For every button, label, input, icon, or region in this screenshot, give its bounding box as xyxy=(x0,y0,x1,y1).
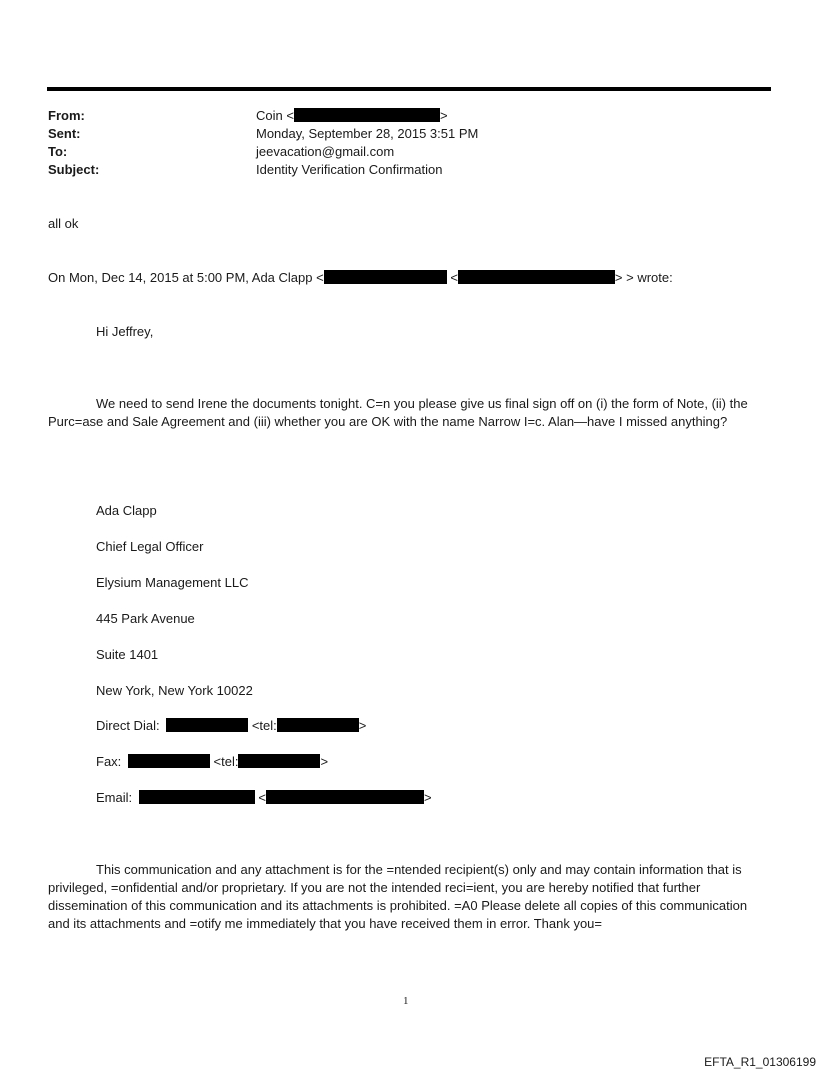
greeting: Hi Jeffrey, xyxy=(96,324,154,339)
fax-tel-prefix: <tel: xyxy=(213,754,239,769)
direct-dial-label: Direct Dial: xyxy=(96,718,160,733)
redaction-block xyxy=(458,270,615,284)
redaction-block xyxy=(324,270,447,284)
page-number: 1 xyxy=(403,995,409,1007)
signature-name: Ada Clapp xyxy=(96,503,157,518)
email-close: > xyxy=(423,790,432,805)
quote-intro-c: > > wrote: xyxy=(614,270,673,285)
quote-intro-b: < xyxy=(450,270,458,285)
fax-label: Fax: xyxy=(96,754,122,769)
signature-title: Chief Legal Officer xyxy=(96,539,204,554)
quote-intro-a: On Mon, Dec 14, 2015 at 5:00 PM, Ada Clapp < xyxy=(48,270,324,285)
redaction-block xyxy=(139,790,255,804)
signature-company: Elysium Management LLC xyxy=(96,575,249,590)
redaction-block xyxy=(238,754,320,768)
redaction-block xyxy=(128,754,210,768)
to-value: jeevacation@gmail.com xyxy=(256,144,395,159)
email-open: < xyxy=(258,790,266,805)
header-rule xyxy=(47,87,771,91)
redaction-block xyxy=(277,718,359,732)
direct-dial-line xyxy=(96,717,366,735)
signature-address1: 445 Park Avenue xyxy=(96,611,195,626)
email-label: Email: xyxy=(96,790,133,805)
document-id: EFTA_R1_01306199 xyxy=(704,1055,816,1069)
fax-line xyxy=(96,753,328,771)
quote-intro xyxy=(48,269,673,287)
sent-value: Monday, September 28, 2015 3:51 PM xyxy=(256,126,479,141)
to-label: To: xyxy=(48,144,68,159)
subject-label: Subject: xyxy=(48,162,100,177)
redaction-block xyxy=(294,108,440,122)
from-label: From: xyxy=(48,108,85,123)
sent-label: Sent: xyxy=(48,126,81,141)
from-name: Coin < xyxy=(256,108,294,123)
from-value xyxy=(256,107,448,125)
reply-text: all ok xyxy=(48,216,79,231)
signature-address2: Suite 1401 xyxy=(96,647,159,662)
redaction-block xyxy=(266,790,424,804)
disclaimer-paragraph: This communication and any attachment is for the =ntended recipient(s) only and may contain information that is privileged, =onfidential and/or proprietary. If you are not the intended reci=ient, you are hereby notified that further dissemination of this communication and its attachments is prohibited. =A0 Please delete all copies of this communication and its attachments and =otify me immediately that you have received them in error. Thank you= xyxy=(48,862,748,931)
subject-value: Identity Verification Confirmation xyxy=(256,162,443,177)
redaction-block xyxy=(166,718,248,732)
message-paragraph: We need to send Irene the documents tonight. C=n you please give us final sign off on (i) the form of Note, (ii) the Purc=ase and Sale Agreement and (iii) whether you are OK with the name Narrow I=c. Alan—have I missed anything? xyxy=(48,396,748,429)
tel-close: > xyxy=(358,718,367,733)
from-close: > xyxy=(439,108,448,123)
fax-tel-close: > xyxy=(320,754,329,769)
email-line xyxy=(96,789,432,807)
tel-prefix: <tel: xyxy=(251,718,277,733)
signature-city: New York, New York 10022 xyxy=(96,683,253,698)
